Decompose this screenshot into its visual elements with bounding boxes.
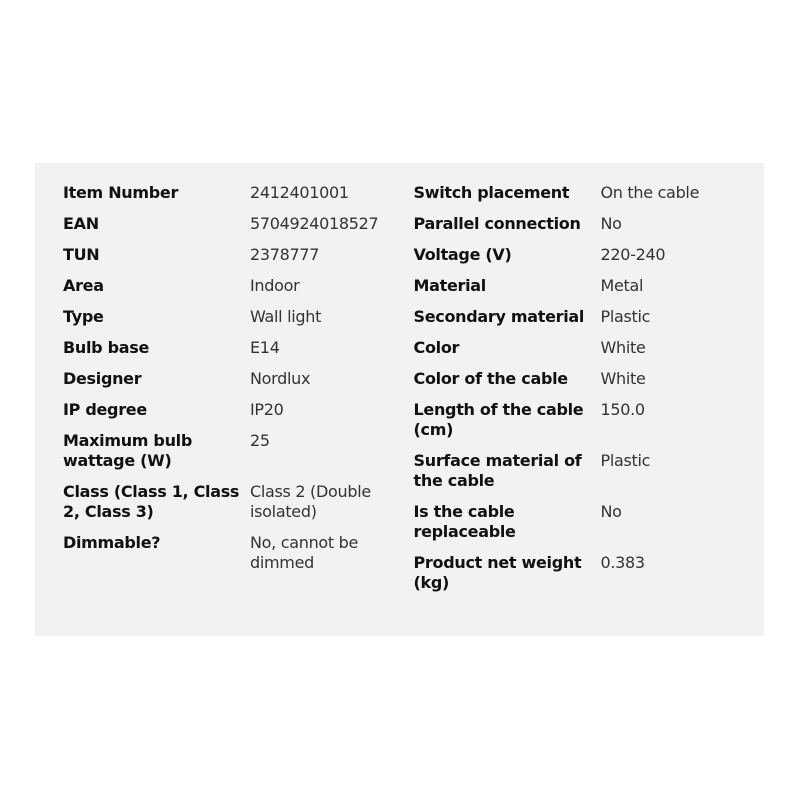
spec-label: Secondary material bbox=[413, 307, 585, 326]
spec-row-switch-placement bbox=[414, 183, 765, 214]
spec-label: Designer bbox=[63, 369, 142, 388]
specs-right-column bbox=[414, 183, 765, 636]
spec-row-bulb-base bbox=[63, 338, 414, 369]
spec-label: Color of the cable bbox=[413, 369, 568, 388]
spec-row-voltage bbox=[414, 245, 765, 276]
spec-value: No bbox=[600, 214, 622, 233]
spec-row-color bbox=[414, 338, 765, 369]
spec-label: Surface material of the cable bbox=[413, 451, 582, 490]
spec-value: IP20 bbox=[250, 400, 284, 419]
spec-row-surface-material-of-the-cable bbox=[414, 451, 765, 502]
spec-value: White bbox=[600, 369, 646, 388]
spec-value: 150.0 bbox=[600, 400, 645, 419]
spec-row-designer bbox=[63, 369, 414, 400]
spec-label: Type bbox=[63, 307, 104, 326]
spec-row-secondary-material bbox=[414, 307, 765, 338]
spec-label: Area bbox=[63, 276, 104, 295]
spec-value: Wall light bbox=[250, 307, 322, 326]
spec-value: No bbox=[600, 502, 622, 521]
spec-row-dimmable bbox=[63, 533, 414, 584]
spec-label: TUN bbox=[63, 245, 100, 264]
spec-row-product-net-weight bbox=[414, 553, 765, 604]
spec-label: Voltage (V) bbox=[413, 245, 512, 264]
spec-value: 2412401001 bbox=[250, 183, 349, 202]
spec-label: Switch placement bbox=[413, 183, 570, 202]
spec-label: Class (Class 1, Class 2, Class 3) bbox=[63, 482, 240, 521]
product-specifications-panel bbox=[35, 163, 764, 636]
spec-label: Product net weight (kg) bbox=[413, 553, 582, 592]
spec-value: 0.383 bbox=[600, 553, 645, 572]
spec-row-length-of-the-cable bbox=[414, 400, 765, 451]
spec-label: EAN bbox=[63, 214, 99, 233]
spec-label: Bulb base bbox=[63, 338, 150, 357]
spec-row-parallel-connection bbox=[414, 214, 765, 245]
spec-label: Parallel connection bbox=[413, 214, 581, 233]
spec-value: Plastic bbox=[600, 307, 651, 326]
spec-value: 5704924018527 bbox=[250, 214, 379, 233]
spec-row-material bbox=[414, 276, 765, 307]
spec-label: Color bbox=[413, 338, 460, 357]
spec-value: 2378777 bbox=[250, 245, 320, 264]
spec-label: Length of the cable (cm) bbox=[413, 400, 584, 439]
spec-value: On the cable bbox=[600, 183, 700, 202]
spec-row-area bbox=[63, 276, 414, 307]
spec-value: Indoor bbox=[250, 276, 300, 295]
spec-label: Maximum bulb wattage (W) bbox=[63, 431, 193, 470]
spec-row-color-of-the-cable bbox=[414, 369, 765, 400]
spec-label: Item Number bbox=[63, 183, 179, 202]
spec-label: IP degree bbox=[63, 400, 147, 419]
spec-value: 25 bbox=[250, 431, 270, 450]
spec-row-ip-degree bbox=[63, 400, 414, 431]
spec-row-class bbox=[63, 482, 414, 533]
spec-value: Plastic bbox=[600, 451, 651, 470]
spec-value: White bbox=[600, 338, 646, 357]
spec-row-maximum-bulb-wattage bbox=[63, 431, 414, 482]
spec-value: Nordlux bbox=[250, 369, 311, 388]
spec-row-type bbox=[63, 307, 414, 338]
spec-label: Material bbox=[413, 276, 486, 295]
spec-row-tun bbox=[63, 245, 414, 276]
spec-value: 220-240 bbox=[600, 245, 666, 264]
spec-label: Is the cable replaceable bbox=[413, 502, 516, 541]
spec-row-item-number bbox=[63, 183, 414, 214]
spec-row-cable-replaceable bbox=[414, 502, 765, 553]
spec-label: Dimmable? bbox=[63, 533, 161, 552]
spec-value: Metal bbox=[600, 276, 644, 295]
specs-left-column bbox=[63, 183, 414, 636]
spec-row-ean bbox=[63, 214, 414, 245]
spec-value: E14 bbox=[250, 338, 280, 357]
spec-value: No, cannot be dimmed bbox=[250, 533, 359, 572]
spec-value: Class 2 (Double isolated) bbox=[250, 482, 371, 521]
